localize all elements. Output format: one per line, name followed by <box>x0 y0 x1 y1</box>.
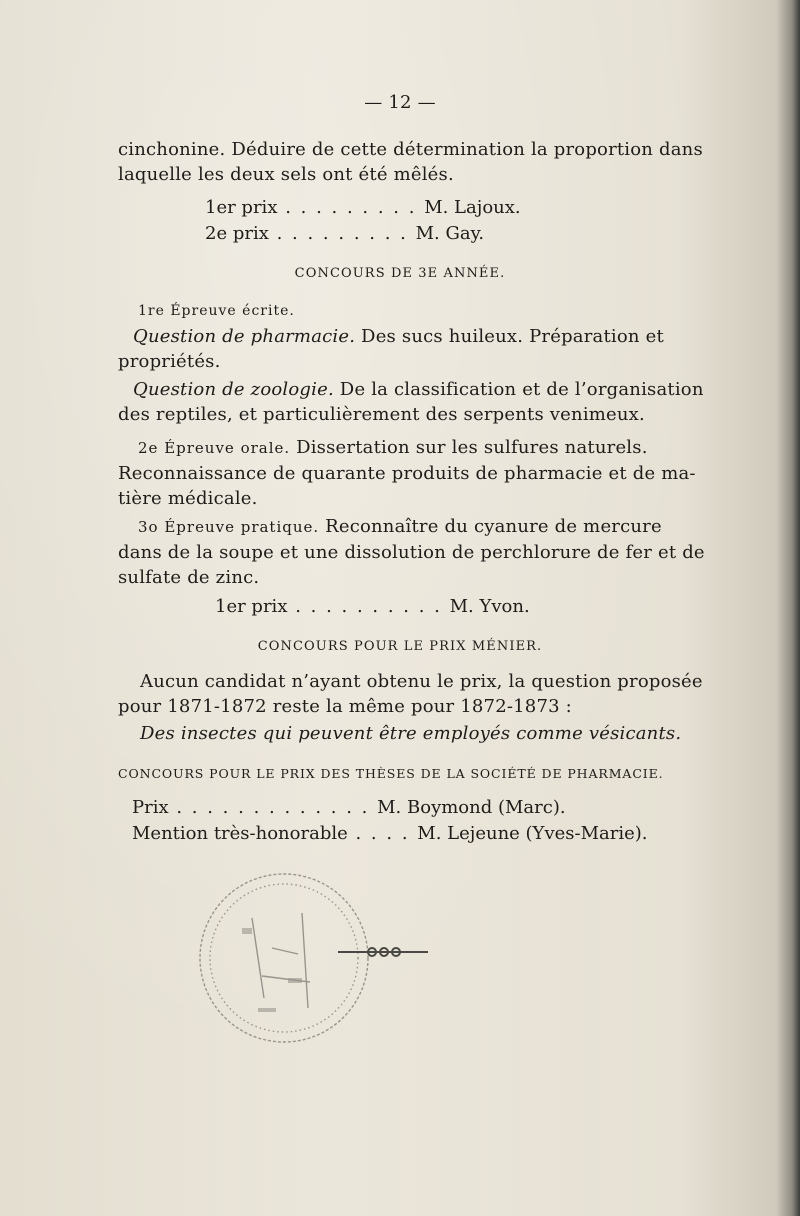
prize-name: M. Lejeune (Yves-Marie). <box>417 823 648 844</box>
prize-label: Prix <box>132 797 169 818</box>
text-line-1: cinchonine. Déduire de cette détermination la proportion dans <box>118 139 703 160</box>
epreuve-2 <box>138 437 648 459</box>
question-text: Des sucs huileux. Préparation et <box>355 326 664 347</box>
prize-row-1: 1er prix . . . . . . . . . M. Lajoux. <box>205 197 521 218</box>
library-stamp-icon <box>192 858 428 1058</box>
text-line: dans de la soupe et une dissolution de perchlorure de fer et de <box>118 542 705 563</box>
section-heading-3e-annee: CONCOURS DE 3E ANNÉE. <box>294 266 506 281</box>
prize-label: 1er prix <box>205 197 278 218</box>
question-zoologie <box>133 379 704 401</box>
text-line: Aucun candidat n’ayant obtenu le prix, la question proposée <box>140 671 703 692</box>
section-heading-prix-menier: CONCOURS POUR LE PRIX MÉNIER. <box>257 639 543 654</box>
question-text: De la classification et de l’organisation <box>333 379 704 400</box>
epreuve-text: Dissertation sur les sulfures naturels. <box>290 437 648 458</box>
text-line: propriétés. <box>118 351 221 372</box>
epreuve-3 <box>138 516 662 538</box>
text-line: Reconnaissance de quarante produits de pharmacie et de ma- <box>118 463 696 484</box>
text-line: sulfate de zinc. <box>118 567 260 588</box>
question-label: Question de zoologie. <box>133 379 334 400</box>
section-heading-prix-theses: CONCOURS POUR LE PRIX DES THÈSES DE LA SOCIÉTÉ DE PHARMACIE. <box>118 766 664 781</box>
prize-name: M. Lajoux. <box>424 197 521 218</box>
prize-row-2: 2e prix . . . . . . . . . M. Gay. <box>205 223 485 244</box>
prize-row-3: 1er prix . . . . . . . . . . M. Yvon. <box>215 596 530 617</box>
epreuve-title: 3o Épreuve pratique. <box>138 518 320 536</box>
prize-label: 2e prix <box>205 223 269 244</box>
text-line: pour 1871-1872 reste la même pour 1872-1873 : <box>118 696 572 717</box>
prize-name: M. Boymond (Marc). <box>377 797 566 818</box>
text-line-2: laquelle les deux sels ont été mêlés. <box>118 164 454 185</box>
prize-name: M. Yvon. <box>449 596 530 617</box>
mention-row: Mention très-honorable . . . . M. Lejeune (Yves-Marie). <box>132 823 648 844</box>
epreuve-text: Reconnaître du cyanure de mercure <box>319 516 662 537</box>
prix-row: Prix . . . . . . . . . . . . . M. Boymond (Marc). <box>132 797 566 818</box>
page-number: — 12 — <box>364 92 436 113</box>
prize-label: 1er prix <box>215 596 288 617</box>
epreuve-title: 2e Épreuve orale. <box>138 439 291 457</box>
epreuve-1-title: 1re Épreuve écrite. <box>138 303 295 319</box>
prize-name: M. Gay. <box>415 223 485 244</box>
text-line: des reptiles, et particulièrement des serpents venimeux. <box>118 404 645 425</box>
menier-question: Des insectes qui peuvent être employés comme vésicants. <box>140 723 682 744</box>
prize-label: Mention très-honorable <box>132 823 348 844</box>
text-line: tière médicale. <box>118 488 258 509</box>
question-pharmacie <box>133 326 664 348</box>
question-label: Question de pharmacie. <box>133 326 356 347</box>
